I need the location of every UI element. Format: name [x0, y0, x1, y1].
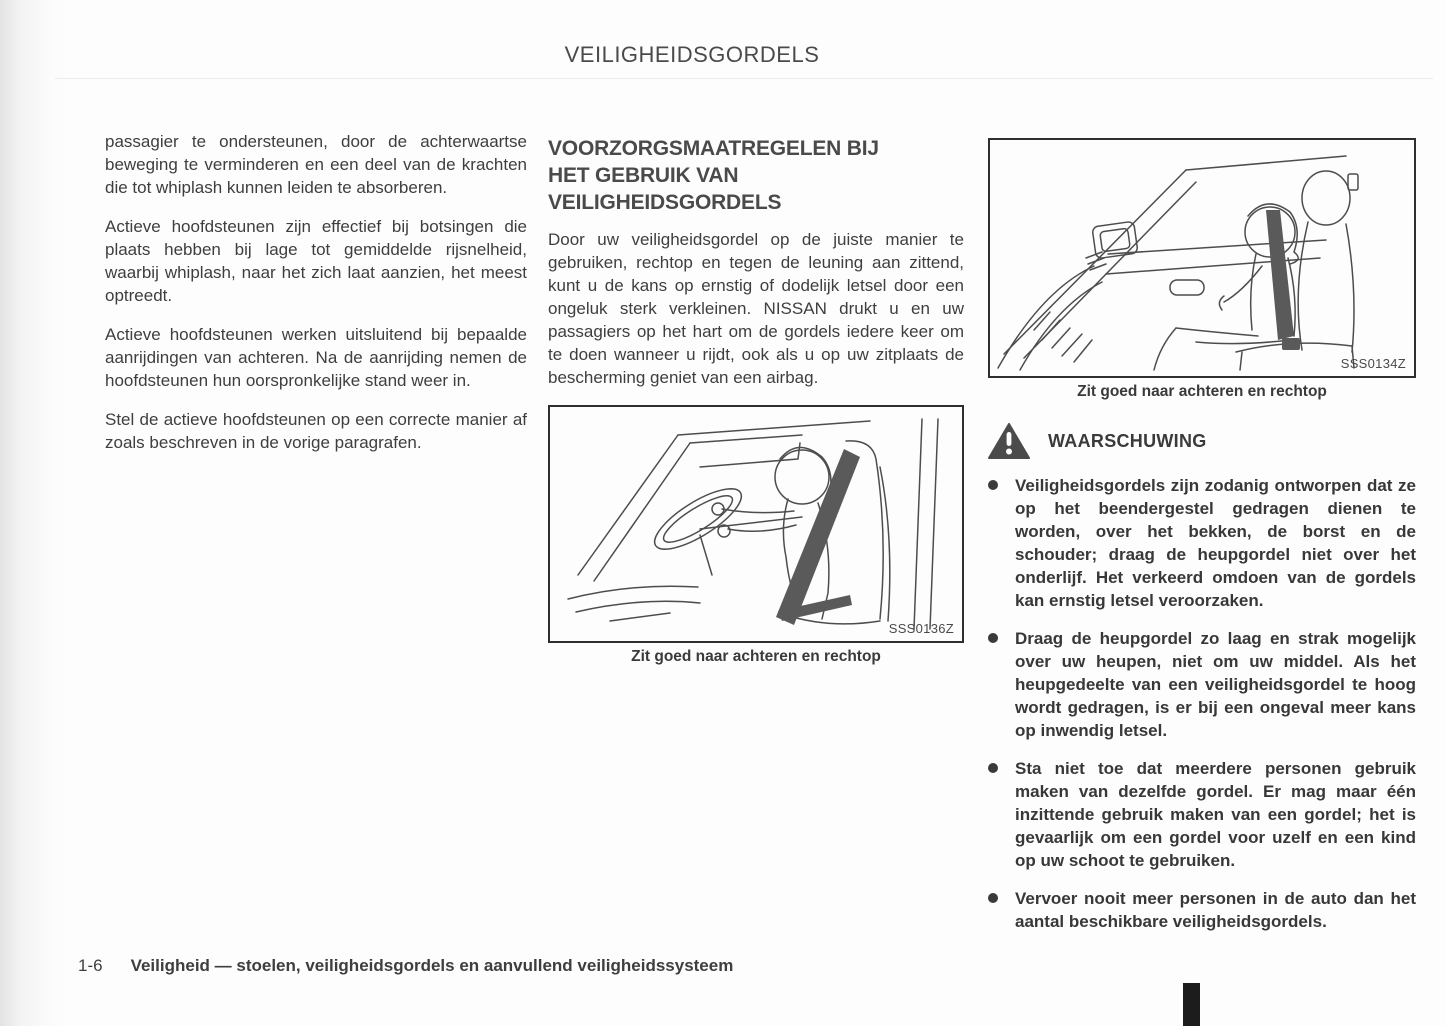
paragraph: Actieve hoofdsteunen zijn effectief bij botsingen die plaats hebben bij lage tot gemiddelde rijsnelheid, waarbij whiplash, naar het zich laat aanzien, het meest optreedt.	[105, 217, 527, 305]
warning-triangle-icon	[988, 423, 1030, 460]
warning-text: Vervoer nooit meer personen in de auto dan het aantal beschikbare veiligheidsgordels.	[1015, 889, 1416, 931]
figure-driver-seatbelt	[548, 405, 964, 643]
figure-caption: Zit goed naar achteren en rechtop	[1077, 383, 1327, 400]
section-heading-line: VOORZORGSMAATREGELEN BIJ	[548, 137, 879, 160]
footer-chapter-title: Veiligheid — stoelen, veiligheidsgordels en aanvullend veiligheidssysteem	[130, 956, 734, 975]
figure-caption: Zit goed naar achteren en rechtop	[631, 648, 881, 665]
warning-label: WAARSCHUWING	[1048, 431, 1207, 451]
figure-code: SSS0134Z	[1340, 356, 1406, 371]
warning-text: Veiligheidsgordels zijn zodanig ontworpen dat ze op het beendergestel gedragen dienen te worden, over het bekken, de borst en de schouder; draag de heupgordel niet over het onderlijf. Het verkeerd omdoen van de gordels kan ernstig letsel veroorzaken.	[1015, 476, 1416, 610]
paragraph: Stel de actieve hoofdsteunen op een correcte manier af zoals beschreven in de vorige paragrafen.	[105, 410, 527, 452]
warning-item	[988, 887, 1416, 933]
bullet-icon	[988, 480, 998, 490]
section-thumb-tab	[1183, 983, 1200, 1026]
warning-item	[988, 474, 1416, 612]
bullet-icon	[988, 763, 998, 773]
paragraph: Door uw veiligheidsgordel op de juiste manier te gebruiken, rechtop en tegen de leuning aan zittend, kunt u de kans op ernstig of dodelijk letsel door een ongeluk sterk verkleinen. NISSAN drukt u en uw passagiers op het hart om de gordels iedere keer om te doen wanneer u rijdt, ook als u op uw zitplaats de bescherming geniet van een airbag.	[548, 230, 964, 387]
left-column	[105, 130, 527, 470]
bullet-icon	[988, 893, 998, 903]
page-number: 1-6	[78, 956, 103, 975]
middle-column	[548, 135, 964, 666]
warning-text: Sta niet toe dat meerdere personen gebruik maken van dezelfde gordel. Er mag maar één inzittende gebruik maken van een gordel; het is gevaarlijk om een gordel voor uzelf en een kind op uw schoot te gebruiken.	[1015, 759, 1416, 870]
page-footer	[78, 956, 733, 976]
bullet-icon	[988, 633, 998, 643]
right-column	[988, 138, 1416, 948]
figure-code: SSS0136Z	[888, 621, 954, 636]
warning-header	[988, 423, 1416, 460]
warning-text: Draag de heupgordel zo laag en strak mogelijk over uw heupen, niet om uw middel. Als het heupgedeelte van een veiligheidsgordel te hoog wordt gedragen, is er bij een ongeval meer kans op inwendig letsel.	[1015, 629, 1416, 740]
driver-seatbelt-illustration	[550, 407, 962, 641]
page-title: VEILIGHEIDSGORDELS	[564, 42, 820, 67]
passenger-seatbelt-illustration	[990, 140, 1414, 376]
warning-item	[988, 757, 1416, 872]
section-heading-line: HET GEBRUIK VAN	[548, 164, 739, 187]
section-heading	[548, 135, 964, 216]
section-heading-line: VEILIGHEIDSGORDELS	[548, 191, 782, 214]
paragraph: Actieve hoofdsteunen werken uitsluitend bij bepaalde aanrijdingen van achteren. Na de aanrijding nemen de hoofdsteunen hun oorspronkelijke stand weer in.	[105, 325, 527, 390]
figure-passenger-seatbelt	[988, 138, 1416, 378]
warning-list	[988, 474, 1416, 933]
paragraph: passagier te ondersteunen, door de achterwaartse beweging te verminderen en een deel van de krachten die tot whiplash kunnen leiden te absorberen.	[105, 132, 527, 197]
warning-item	[988, 627, 1416, 742]
title-divider	[55, 78, 1433, 79]
